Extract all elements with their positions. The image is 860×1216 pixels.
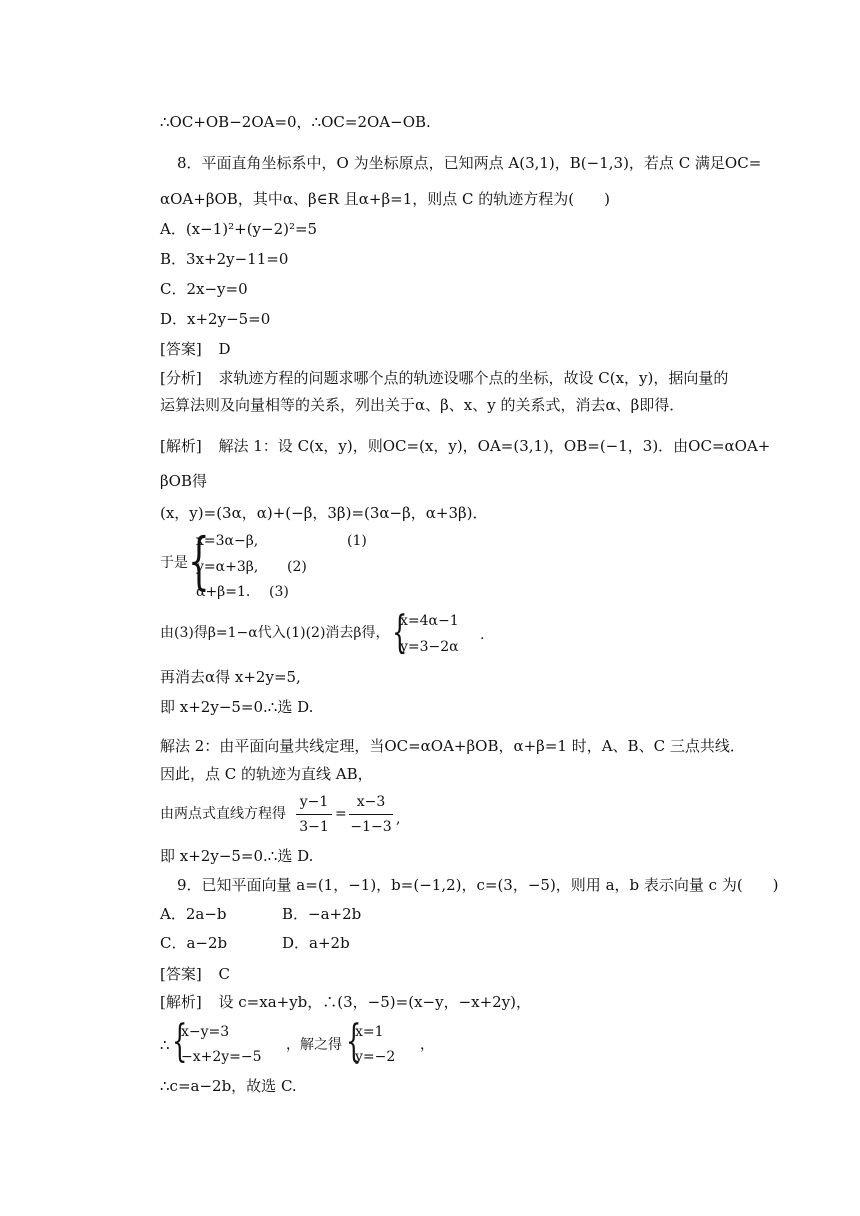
q8-elim-suffix: . bbox=[480, 627, 485, 643]
q9-result-suffix: ， bbox=[420, 1037, 434, 1053]
q8-solution-line5: 即 x+2y−5=0.∴选 D. bbox=[160, 698, 314, 716]
q8-method2-line3-prefix: 由两点式直线方程得 bbox=[160, 806, 286, 822]
q9-system-brace: { bbox=[172, 1016, 188, 1067]
answer-label: [答案] bbox=[160, 340, 202, 358]
q8-system-eq1: x=3α−β, bbox=[196, 533, 259, 549]
q8-system-eq2-num: (2) bbox=[287, 559, 307, 575]
q8-system-eq1-num: (1) bbox=[347, 533, 367, 549]
q9-solution-last: ∴c=a−2b，故选 C. bbox=[160, 1077, 297, 1095]
q9-solution-text1: 设 c=xa+yb，∴(3，−5)=(x−y，−x+2y)， bbox=[218, 993, 532, 1011]
q8-stem-line1: 8．平面直角坐标系中，O 为坐标原点，已知两点 A(3,1)，B(−1,3)，若点 C 满足OC= bbox=[177, 154, 762, 172]
line-conclusion-prev: ∴OC+OB−2OA=0，∴OC=2OA−OB. bbox=[160, 113, 431, 131]
q8-option-a: A．(x−1)²+(y−2)²=5 bbox=[160, 220, 318, 238]
q8-fraction-right bbox=[349, 792, 393, 837]
q9-option-a: A．2a−b bbox=[160, 905, 227, 923]
q8-fraction-equals: = bbox=[335, 806, 347, 822]
q8-analysis-line2: 运算法则及向量相等的关系，列出关于α、β、x、y 的关系式，消去α、β即得． bbox=[160, 396, 685, 414]
q8-option-b: B．3x+2y−11=0 bbox=[160, 250, 289, 268]
q8-method2-line1: 解法 2：由平面向量共线定理，当OC=αOA+βOB，α+β=1 时，A、B、C 三点共线． bbox=[160, 737, 745, 755]
q8-fraction-suffix: , bbox=[396, 811, 401, 827]
q8-method2-line4: 即 x+2y−5=0.∴选 D. bbox=[160, 847, 314, 865]
q8-solution-line1 bbox=[160, 435, 770, 457]
q8-fraction-left-den: 3−1 bbox=[299, 819, 329, 835]
q8-fraction-left bbox=[296, 792, 332, 837]
q8-solution-line3: (x，y)=(3α，α)+(−β，3β)=(3α−β，α+3β)． bbox=[160, 504, 488, 522]
q9-stem: 9．已知平面向量 a=(1，−1)，b=(−1,2)，c=(3，−5)，则用 a，b 表示向量 c 为( ) bbox=[177, 876, 779, 894]
q9-mid-text: ，解之得 bbox=[286, 1037, 342, 1053]
solution-label: [解析] bbox=[160, 437, 202, 455]
q8-solution-line2: βOB得 bbox=[160, 472, 207, 490]
q8-analysis-text1: 求轨迹方程的问题求哪个点的轨迹设哪个点的坐标，故设 C(x，y)，据向量的 bbox=[218, 369, 729, 387]
q8-solution-line4: 再消去α得 x+2y=5, bbox=[160, 668, 301, 686]
q9-option-b: B．−a+2b bbox=[282, 905, 362, 923]
q9-result-eq2: y=−2 bbox=[355, 1049, 396, 1065]
q8-fraction-right-den: −1−3 bbox=[350, 819, 392, 835]
answer-label: [答案] bbox=[160, 965, 202, 983]
q8-system-prefix: 于是 bbox=[160, 555, 188, 571]
q9-system-prefix: ∴ bbox=[160, 1036, 170, 1054]
q8-system-eq2: y=α+3β, bbox=[196, 559, 259, 575]
q9-solution-line1 bbox=[160, 991, 531, 1013]
q8-stem-line2: αOA+βOB，其中α、β∈R 且α+β=1，则点 C 的轨迹方程为( ) bbox=[160, 190, 610, 208]
q9-option-c: C．a−2b bbox=[160, 934, 228, 952]
q8-system-brace: { bbox=[188, 524, 210, 597]
q9-result-brace: { bbox=[346, 1016, 362, 1067]
q8-fraction-right-num: x−3 bbox=[356, 794, 386, 810]
analysis-label: [分析] bbox=[160, 369, 202, 387]
q9-answer-row bbox=[160, 963, 230, 985]
q9-system-eq1: x−y=3 bbox=[181, 1024, 230, 1040]
solution-label: [解析] bbox=[160, 993, 202, 1011]
q8-elim-brace: { bbox=[392, 607, 408, 658]
q8-method2-line2: 因此，点 C 的轨迹为直线 AB， bbox=[160, 765, 373, 783]
q8-system-eq3-num: (3) bbox=[269, 584, 289, 600]
q8-analysis-line1 bbox=[160, 367, 728, 389]
q8-option-c: C．2x−y=0 bbox=[160, 280, 248, 298]
q9-option-d: D．a+2b bbox=[282, 934, 350, 952]
q8-solution-text1: 解法 1：设 C(x，y)，则OC=(x，y)，OA=(3,1)，OB=(−1，3)．由OC=αOA+ bbox=[218, 437, 771, 455]
q8-answer-value: D bbox=[218, 340, 231, 358]
q8-elim-eq1: x=4α−1 bbox=[400, 613, 459, 629]
q8-fraction-left-num: y−1 bbox=[299, 794, 329, 810]
q9-answer-value: C bbox=[218, 965, 230, 983]
q8-system-eq3: α+β=1. bbox=[196, 584, 251, 600]
q8-answer-row bbox=[160, 338, 231, 360]
q8-option-d: D．x+2y−5=0 bbox=[160, 310, 271, 328]
q9-system-eq2: −x+2y=−5 bbox=[181, 1049, 262, 1065]
q9-result-eq1: x=1 bbox=[355, 1024, 384, 1040]
q8-elim-prefix: 由(3)得β=1−α代入(1)(2)消去β得， bbox=[160, 625, 390, 641]
q8-elim-eq2: y=3−2α bbox=[400, 639, 459, 655]
